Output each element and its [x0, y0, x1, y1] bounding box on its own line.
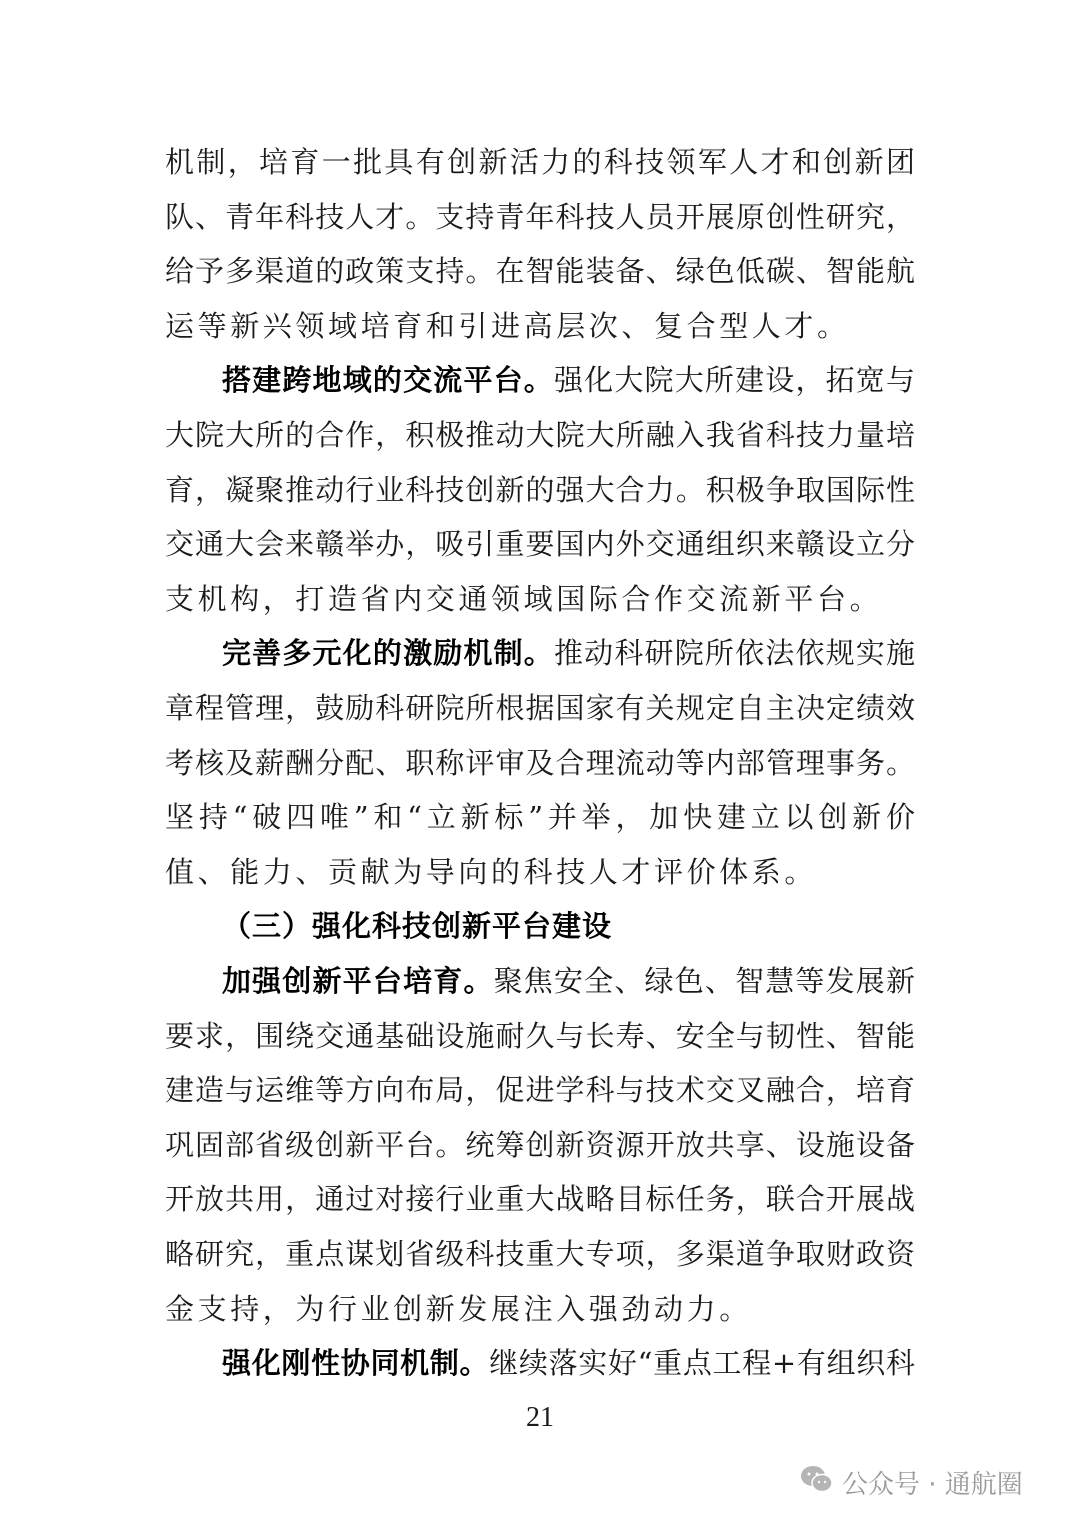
text-line: [165, 251, 915, 291]
text-line: [165, 688, 915, 728]
line-text: 强化大院大所建设，拓宽与: [554, 363, 915, 398]
line-text: 值、能力、贡献为导向的科技人才评价体系。: [165, 854, 818, 889]
line-text: 运等新兴领域培育和引进高层次、复合型人才。: [165, 308, 850, 343]
line-text: 巩固部省级创新平台。统筹创新资源开放共享、设施设备: [165, 1127, 915, 1162]
bold-lead-phrase: 加强创新平台培育。: [222, 964, 494, 998]
bold-lead-phrase: 强化刚性协同机制。: [222, 1346, 490, 1381]
line-text: 队、青年科技人才。支持青年科技人员开展原创性研究，: [165, 199, 915, 234]
text-line: [222, 961, 915, 1001]
wechat-icon: [800, 1464, 834, 1501]
text-line: [165, 142, 915, 182]
text-line: [165, 470, 915, 510]
line-text: 坚持“破四唯”和“立新标”并举，加快建立以创新价: [165, 800, 915, 835]
line-text: 考核及薪酬分配、职称评审及合理流动等内部管理事务。: [165, 745, 915, 780]
text-line: [165, 1289, 915, 1329]
text-line: [222, 1343, 915, 1383]
line-text: 聚焦安全、绿色、智慧等发展新: [493, 964, 915, 998]
line-text: 金支持，为行业创新发展注入强劲动力。: [165, 1291, 752, 1326]
page-number: 21: [526, 1402, 554, 1433]
line-text: 开放共用，通过对接行业重大战略目标任务，联合开展战: [165, 1182, 915, 1217]
text-line: [222, 633, 915, 673]
line-text: 交通大会来赣举办，吸引重要国内外交通组织来赣设立分: [165, 527, 915, 562]
line-text: 大院大所的合作，积极推动大院大所融入我省科技力量培: [165, 418, 915, 452]
line-text: 略研究，重点谋划省级科技重大专项，多渠道争取财政资: [165, 1237, 915, 1271]
bold-lead-phrase: 完善多元化的激励机制。: [222, 636, 554, 671]
text-line: [165, 852, 915, 892]
line-text: 育，凝聚推动行业科技创新的强大合力。积极争取国际性: [165, 472, 915, 507]
bold-lead-phrase: （三）强化科技创新平台建设: [222, 909, 613, 944]
text-line: [165, 197, 915, 237]
line-text: 给予多渠道的政策支持。在智能装备、绿色低碳、智能航: [165, 254, 915, 289]
text-line: [165, 579, 915, 619]
text-line: [165, 1179, 915, 1219]
text-line: [165, 1070, 915, 1110]
text-line: [165, 524, 915, 564]
text-line: [165, 1234, 915, 1274]
line-text: 继续落实好“重点工程+有组织科: [489, 1346, 915, 1381]
text-line: [165, 797, 915, 837]
line-text: 推动科研院所依法依规实施: [554, 636, 915, 671]
text-line: [165, 306, 915, 346]
line-text: 章程管理，鼓励科研院所根据国家有关规定自主决定绩效: [165, 691, 915, 725]
line-text: 支机构，打造省内交通领域国际合作交流新平台。: [165, 581, 883, 616]
line-text: 机制，培育一批具有创新活力的科技领军人才和创新团: [165, 145, 915, 179]
text-line: [165, 1125, 915, 1165]
text-line: [222, 360, 915, 400]
bold-lead-phrase: 搭建跨地域的交流平台。: [222, 363, 554, 398]
line-text: 建造与运维等方向布局，促进学科与技术交叉融合，培育: [165, 1073, 915, 1108]
text-line: [165, 1016, 915, 1056]
watermark-text: 公众号 · 通航圈: [842, 1469, 1023, 1500]
watermark: [800, 1462, 1023, 1502]
section-heading: [222, 906, 915, 946]
text-line: [165, 743, 915, 783]
text-line: [165, 415, 915, 455]
line-text: 要求，围绕交通基础设施耐久与长寿、安全与韧性、智能: [165, 1018, 915, 1053]
